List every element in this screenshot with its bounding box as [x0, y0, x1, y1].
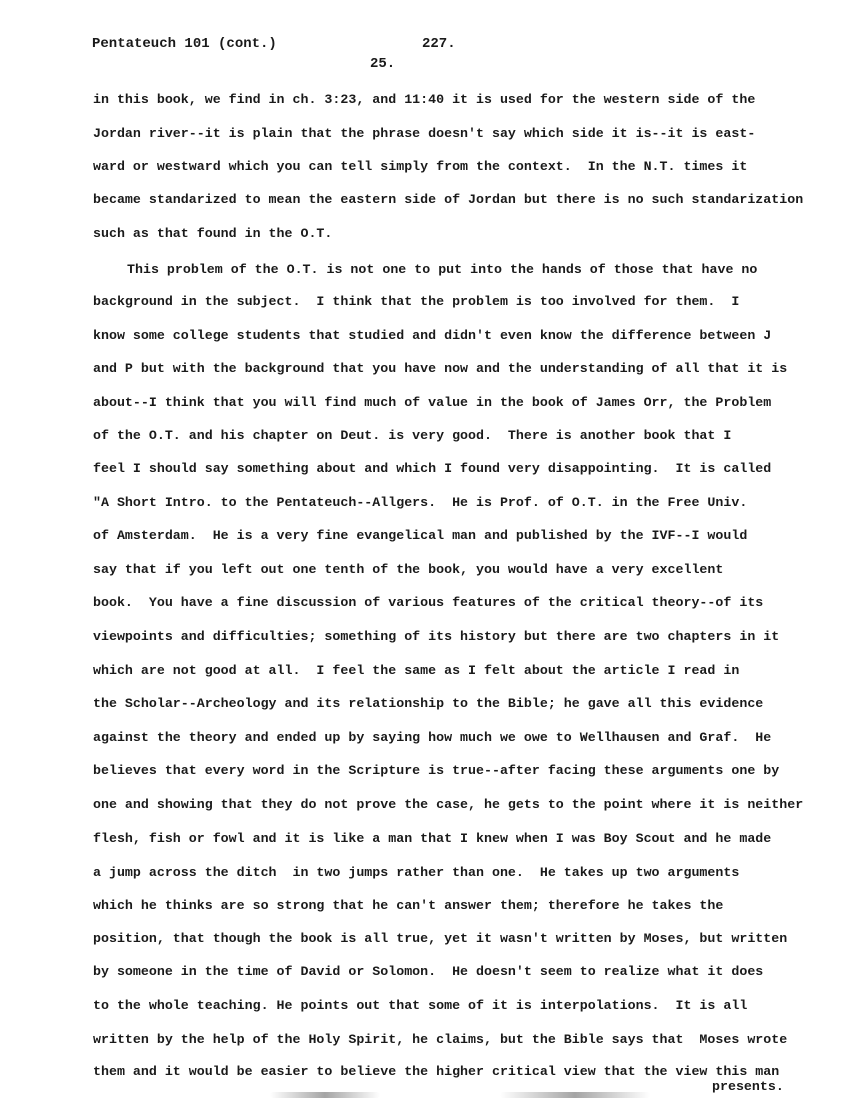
text-line: a jump across the ditch in two jumps rather than one. He takes up two arguments [93, 865, 740, 880]
secondary-page-number: 25. [370, 56, 396, 72]
text-line: about--I think that you will find much of value in the book of James Orr, the Problem [93, 395, 772, 410]
text-line: and P but with the background that you have now and the understanding of all that it is [93, 361, 788, 376]
text-line: them and it would be easier to believe the higher critical view that the view this man [93, 1064, 780, 1079]
text-line: to the whole teaching. He points out that some of it is interpolations. It is all [93, 998, 748, 1013]
text-line: which are not good at all. I feel the same as I felt about the article I read in [93, 663, 740, 678]
text-line: believes that every word in the Scripture is true--after facing these arguments one by [93, 763, 780, 778]
text-line-final: presents. [712, 1079, 784, 1094]
text-line: "A Short Intro. to the Pentateuch--Allgers. He is Prof. of O.T. in the Free Univ. [93, 495, 748, 510]
running-header-title: Pentateuch 101 (cont.) [92, 36, 277, 52]
text-line: by someone in the time of David or Solomon. He doesn't seem to realize what it does [93, 964, 764, 979]
text-line: which he thinks are so strong that he can't answer them; therefore he takes the [93, 898, 724, 913]
text-line: book. You have a fine discussion of various features of the critical theory--of its [93, 595, 764, 610]
text-line: of Amsterdam. He is a very fine evangelical man and published by the IVF--I would [93, 528, 748, 543]
scan-smudge [500, 1092, 650, 1098]
text-line: know some college students that studied and didn't even know the difference between J [93, 328, 772, 343]
text-line: against the theory and ended up by saying how much we owe to Wellhausen and Graf. He [93, 730, 772, 745]
text-line: position, that though the book is all true, yet it wasn't written by Moses, but written [93, 931, 788, 946]
page-number: 227. [422, 36, 456, 52]
text-line: flesh, fish or fowl and it is like a man that I knew when I was Boy Scout and he made [93, 831, 772, 846]
paragraph-start-line: This problem of the O.T. is not one to put into the hands of those that have no [127, 262, 758, 277]
text-line: one and showing that they do not prove the case, he gets to the point where it is neither [93, 797, 804, 812]
text-line: became standarized to mean the eastern side of Jordan but there is no such standarization [93, 192, 804, 207]
text-line: say that if you left out one tenth of the book, you would have a very excellent [93, 562, 724, 577]
text-line: feel I should say something about and which I found very disappointing. It is called [93, 461, 772, 476]
text-line: Jordan river--it is plain that the phrase doesn't say which side it is--it is east- [93, 126, 756, 141]
text-line: viewpoints and difficulties; something of its history but there are two chapters in it [93, 629, 780, 644]
text-line: ward or westward which you can tell simply from the context. In the N.T. times it [93, 159, 748, 174]
scan-smudge [270, 1092, 380, 1098]
text-line: written by the help of the Holy Spirit, he claims, but the Bible says that Moses wrote [93, 1032, 788, 1047]
text-line: in this book, we find in ch. 3:23, and 11:40 it is used for the western side of the [93, 92, 756, 107]
text-line: of the O.T. and his chapter on Deut. is very good. There is another book that I [93, 428, 732, 443]
text-line: the Scholar--Archeology and its relationship to the Bible; he gave all this evidence [93, 696, 764, 711]
text-line: such as that found in the O.T. [93, 226, 333, 241]
text-line: background in the subject. I think that the problem is too involved for them. I [93, 294, 740, 309]
